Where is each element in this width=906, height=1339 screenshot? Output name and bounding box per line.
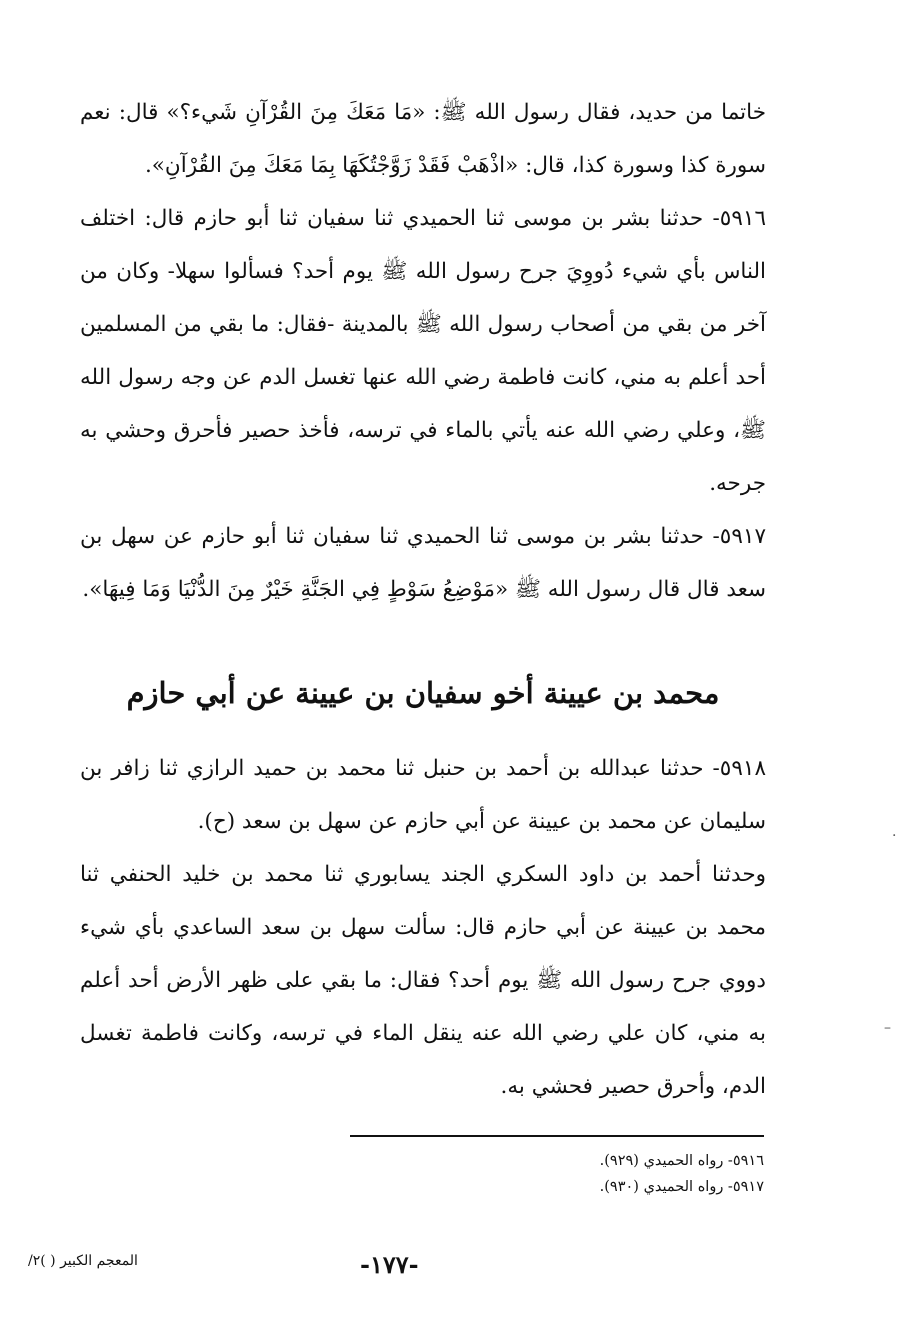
footnotes (380, 1148, 764, 1200)
footnote-5917: ٥٩١٧- رواه الحميدي (٩٣٠). (599, 1179, 764, 1195)
paragraph-hadith-continuation: خاتما من حديد، فقال رسول الله ﷺ: «مَا مَعَكَ مِنَ القُرْآنِ شَيء؟» قال: نعم سورة كذا وسورة كذا، قال: «اذْهَبْ فَقَدْ زَوَّجْتُكَهَا بِمَا مَعَكَ مِنَ القُرْآنِ». (80, 100, 766, 178)
paragraph-hadith-5917: ٥٩١٧- حدثنا بشر بن موسى ثنا الحميدي ثنا سفيان ثنا أبو حازم عن سهل بن سعد قال قال رسول الله ﷺ «مَوْضِعُ سَوْطٍ فِي الجَنَّةِ خَيْرٌ مِنَ الدُّنْيَا وَمَا فِيهَا». (80, 524, 766, 602)
paragraph-hadith-5918: ٥٩١٨- حدثنا عبدالله بن أحمد بن حنبل ثنا محمد بن حميد الرازي ثنا زافر بن سليمان عن محمد بن عيينة عن أبي حازم عن سهل بن سعد (ح). (80, 756, 766, 834)
page-number: -١٧٧- (360, 1250, 419, 1279)
book-title-footer: المعجم الكبير ( )٢/ (28, 1253, 138, 1269)
body-text-lower (80, 742, 766, 1113)
paragraph-hadith-5916: ٥٩١٦- حدثنا بشر بن موسى ثنا الحميدي ثنا سفيان ثنا أبو حازم قال: اختلف الناس بأي شيء دُووِيَ جرح رسول الله ﷺ يوم أحد؟ فسألوا سهلا- وكان من آخر من بقي من أصحاب رسول الله ﷺ بالمدينة -فقال: ما بقي من المسلمين أحد أعلم به مني، كانت فاطمة رضي الله عنها تغسل الدم عن وجه رسول الله ﷺ، وعلي رضي الله عنه يأتي بالماء في ترسه، فأخذ حصير فأحرق وحشي به جرحه. (80, 206, 766, 496)
body-text-upper (80, 86, 766, 616)
section-heading: محمد بن عيينة أخو سفيان بن عيينة عن أبي حازم (126, 676, 720, 710)
edge-mark-dash: – (884, 1020, 891, 1036)
footnote-5916: ٥٩١٦- رواه الحميدي (٩٢٩). (599, 1153, 764, 1169)
edge-mark-dot: · (892, 828, 897, 844)
footnote-divider (350, 1135, 764, 1137)
paragraph-hadith-5918-second-chain: وحدثنا أحمد بن داود السكري الجند يسابوري ثنا محمد بن خليد الحنفي ثنا محمد بن عيينة عن أبي حازم قال: سألت سهل بن سعد الساعدي بأي شيء دووي جرح رسول الله ﷺ يوم أحد؟ فقال: ما بقي على ظهر الأرض أحد أعلم به مني، كان علي رضي الله عنه ينقل الماء في ترسه، وكانت فاطمة تغسل الدم، وأحرق حصير فحشي به. (80, 862, 766, 1099)
